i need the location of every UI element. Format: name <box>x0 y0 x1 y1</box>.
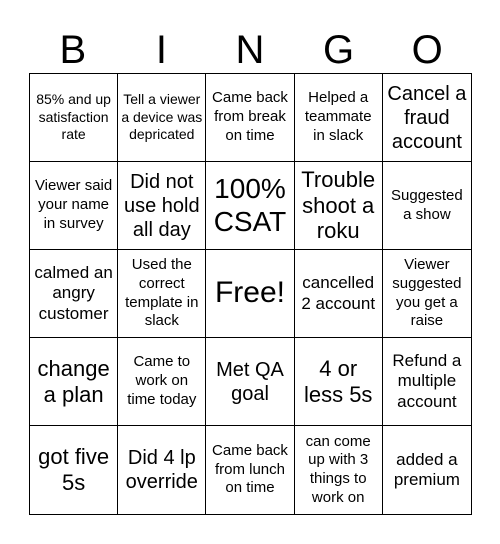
bingo-cell-r5c4[interactable] <box>295 426 383 514</box>
cell-text: Viewer suggested you get a raise <box>392 256 462 330</box>
cell-text: Came back from break on time <box>212 89 288 144</box>
bingo-board <box>29 73 472 515</box>
bingo-cell-free[interactable] <box>206 250 294 338</box>
bingo-cell-r4c1[interactable] <box>30 338 118 426</box>
cell-text: Viewer said your name in survey <box>34 177 113 232</box>
bingo-cell-r1c1[interactable] <box>30 74 118 162</box>
cell-text: Tell a viewer a device was depricated <box>121 91 203 143</box>
cell-text: calmed an angry customer <box>34 262 113 323</box>
bingo-cell-r1c5[interactable] <box>383 74 471 162</box>
cell-text: 100% CSAT <box>213 173 287 237</box>
cell-text: Suggested a show <box>391 186 463 223</box>
cell-text: Used the correct template in slack <box>125 256 199 330</box>
header-letter-n: N <box>235 28 266 72</box>
cell-text: Refund a multiple account <box>392 350 462 411</box>
cell-text: can come up with 3 things to work on <box>305 432 371 506</box>
cell-text: Trouble shoot a roku <box>301 166 376 244</box>
bingo-cell-r2c2[interactable] <box>118 162 206 250</box>
cell-text: Free! <box>214 276 285 310</box>
header-letter-i: I <box>155 28 168 72</box>
bingo-cell-r2c1[interactable] <box>30 162 118 250</box>
bingo-cell-r2c4[interactable] <box>295 162 383 250</box>
cell-text: Came to work on time today <box>127 353 197 408</box>
header-letter-g: G <box>323 28 356 72</box>
cell-text: added a premium <box>393 449 460 489</box>
cell-text: 85% and up satisfaction rate <box>36 91 111 143</box>
cell-text: Did 4 lp override <box>125 447 198 493</box>
cell-text: got five 5s <box>38 444 110 495</box>
bingo-cell-r4c2[interactable] <box>118 338 206 426</box>
bingo-cell-r4c4[interactable] <box>295 338 383 426</box>
bingo-cell-r5c3[interactable] <box>206 426 294 514</box>
cell-text: Helped a teammate in slack <box>304 89 372 144</box>
cell-text: change a plan <box>37 355 110 407</box>
bingo-cell-r3c5[interactable] <box>383 250 471 338</box>
bingo-cell-r5c1[interactable] <box>30 426 118 514</box>
cell-text: Did not use hold all day <box>123 170 200 241</box>
bingo-cell-r3c4[interactable] <box>295 250 383 338</box>
cell-text: Met QA goal <box>216 358 284 405</box>
bingo-cell-r2c3[interactable] <box>206 162 294 250</box>
bingo-header <box>29 28 472 72</box>
bingo-cell-r5c2[interactable] <box>118 426 206 514</box>
bingo-cell-r3c2[interactable] <box>118 250 206 338</box>
bingo-cell-r2c5[interactable] <box>383 162 471 250</box>
header-letter-b: B <box>59 28 88 72</box>
bingo-cell-r1c3[interactable] <box>206 74 294 162</box>
cell-text: cancelled 2 account <box>301 273 376 313</box>
bingo-cell-r5c5[interactable] <box>383 426 471 514</box>
bingo-cell-r1c4[interactable] <box>295 74 383 162</box>
bingo-cell-r4c5[interactable] <box>383 338 471 426</box>
cell-text: Cancel a fraud account <box>387 82 467 153</box>
bingo-cell-r4c3[interactable] <box>206 338 294 426</box>
bingo-cell-r1c2[interactable] <box>118 74 206 162</box>
cell-text: 4 or less 5s <box>303 355 373 407</box>
header-letter-o: O <box>411 28 444 72</box>
bingo-cell-r3c1[interactable] <box>30 250 118 338</box>
cell-text: Came back from lunch on time <box>212 441 288 497</box>
